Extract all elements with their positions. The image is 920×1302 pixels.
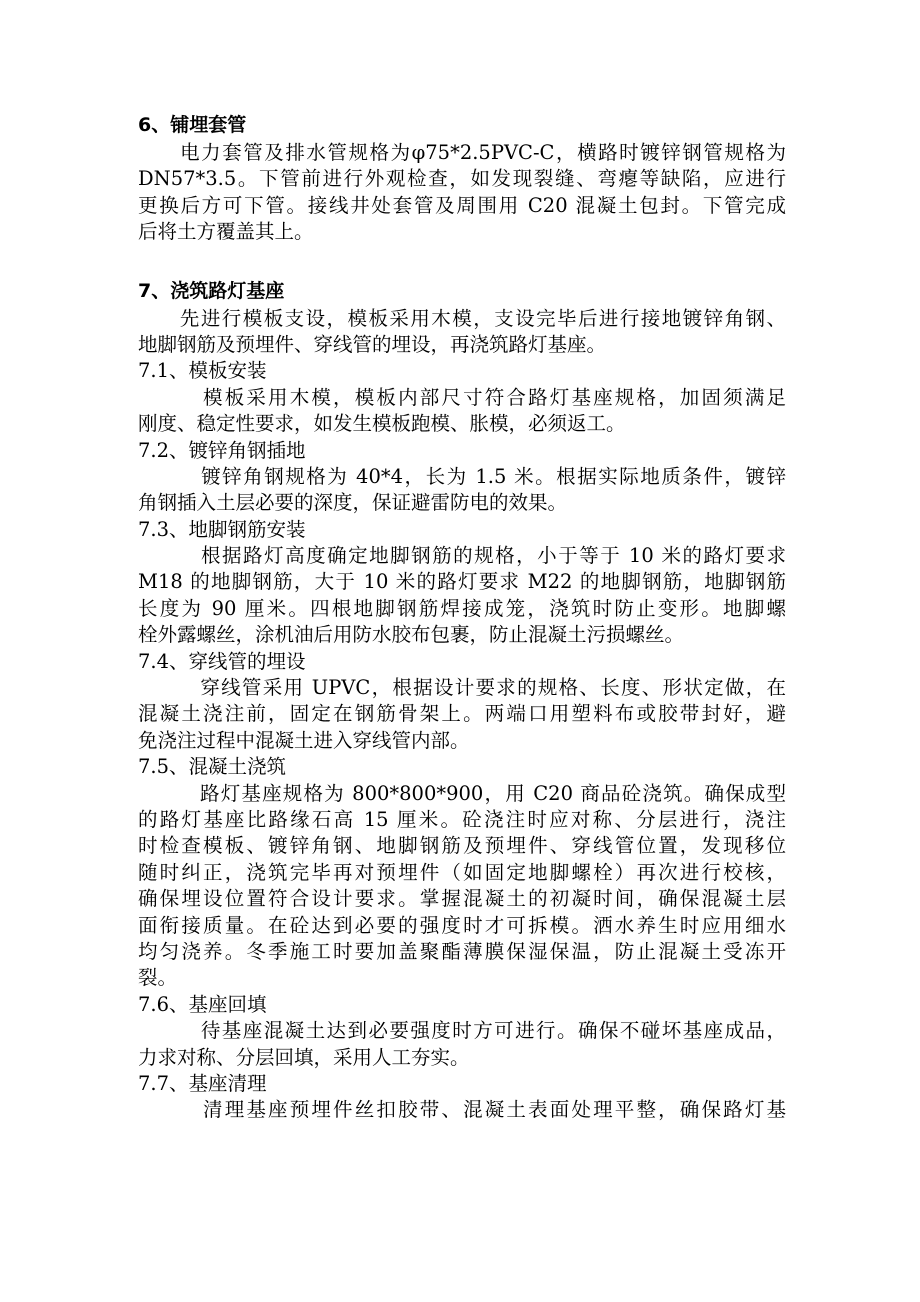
paragraph-line: 的路灯基座比路缘石高 15 厘米。砼浇注时应对称、分层进行，浇注 [138, 807, 786, 831]
paragraph-line: 面衔接质量。在砼达到必要的强度时才可拆模。洒水养生时应用细水 [138, 913, 786, 937]
subsection-7-1-heading: 7.1、模板安装 [138, 359, 267, 383]
subsection-7-2-paragraph [138, 464, 786, 517]
paragraph-line: 模板采用木模，模板内部尺寸符合路灯基座规格，加固须满足 [138, 385, 786, 409]
paragraph-line: 栓外露螺丝，涂机油后用防水胶布包裹，防止混凝土污损螺丝。 [138, 623, 685, 647]
subsection-7-3-paragraph [138, 543, 786, 649]
paragraph-line: 更换后方可下管。接线井处套管及周围用 C20 混凝土包封。下管完成 [138, 193, 786, 217]
paragraph-line: 电力套管及排水管规格为φ75*2.5PVC-C，横路时镀锌钢管规格为 [138, 141, 786, 164]
paragraph-line: 均匀浇养。冬季施工时要加盖聚酯薄膜保湿保温，防止混凝土受冻开 [138, 939, 786, 963]
section-spacer [138, 246, 786, 276]
paragraph-line: 先进行模板支设，模板采用木模，支设完毕后进行接地镀锌角钢、 [138, 306, 786, 330]
subsection-7-4-heading: 7.4、穿线管的埋设 [138, 649, 306, 673]
paragraph-line: 免浇注过程中混凝土进入穿线管内部。 [138, 728, 470, 752]
section-7-intro [138, 306, 786, 359]
document-page [138, 110, 786, 1124]
paragraph-line: 随时纠正，浇筑完毕再对预埋件（如固定地脚螺栓）再次进行校核， [138, 860, 786, 884]
paragraph-line: 长度为 90 厘米。四根地脚钢筋焊接成笼，浇筑时防止变形。地脚螺 [138, 596, 786, 620]
subsection-7-6-paragraph [138, 1018, 786, 1071]
paragraph-line: 裂。 [138, 966, 178, 990]
subsection-7-2-heading: 7.2、镀锌角钢插地 [138, 438, 306, 462]
paragraph-line: 时检查模板、镀锌角钢、地脚钢筋及预埋件、穿线管位置，发现移位 [138, 834, 786, 858]
subsection-7-3-heading: 7.3、地脚钢筋安装 [138, 517, 306, 541]
paragraph-line: 清理基座预埋件丝扣胶带、混凝土表面处理平整，确保路灯基 [138, 1098, 786, 1122]
paragraph-line: 路灯基座规格为 800*800*900，用 C20 商品砼浇筑。确保成型 [138, 781, 786, 805]
paragraph-line: 地脚钢筋及预埋件、穿线管的埋设，再浇筑路灯基座。 [138, 332, 607, 356]
paragraph-line: 根据路灯高度确定地脚钢筋的规格，小于等于 10 米的路灯要求 [138, 544, 786, 568]
paragraph-line: 力求对称、分层回填，采用人工夯实。 [138, 1045, 470, 1069]
section-6-paragraph [138, 140, 786, 246]
paragraph-line: 刚度、稳定性要求，如发生模板跑模、胀模，必须返工。 [138, 412, 626, 436]
paragraph-line: DN57*3.5。下管前进行外观检查，如发现裂缝、弯瘪等缺陷，应进行 [138, 167, 786, 191]
subsection-7-6-heading: 7.6、基座回填 [138, 992, 267, 1016]
subsection-7-7-paragraph [138, 1097, 786, 1123]
subsection-7-5-paragraph [138, 781, 786, 992]
paragraph-line: 混凝土浇注前，固定在钢筋骨架上。两端口用塑料布或胶带封好，避 [138, 702, 786, 726]
paragraph-line: 待基座混凝土达到必要强度时方可进行。确保不碰坏基座成品， [138, 1019, 786, 1043]
paragraph-line: 穿线管采用 UPVC，根据设计要求的规格、长度、形状定做，在 [138, 676, 786, 700]
paragraph-line: 镀锌角钢规格为 40*4，长为 1.5 米。根据实际地质条件，镀锌 [138, 464, 786, 488]
paragraph-line: 后将土方覆盖其上。 [138, 220, 314, 244]
paragraph-line: 确保埋设位置符合设计要求。掌握混凝土的初凝时间，确保混凝土层 [138, 887, 786, 911]
section-6-heading: 6、铺埋套管 [138, 114, 247, 136]
subsection-7-1-paragraph [138, 385, 786, 438]
paragraph-line: M18 的地脚钢筋，大于 10 米的路灯要求 M22 的地脚钢筋，地脚钢筋 [138, 570, 786, 594]
subsection-7-5-heading: 7.5、混凝土浇筑 [138, 755, 287, 779]
subsection-7-7-heading: 7.7、基座清理 [138, 1071, 267, 1095]
section-7-heading: 7、浇筑路灯基座 [138, 279, 285, 302]
paragraph-line: 角钢插入土层必要的深度，保证避雷防电的效果。 [138, 491, 568, 515]
subsection-7-4-paragraph [138, 675, 786, 754]
